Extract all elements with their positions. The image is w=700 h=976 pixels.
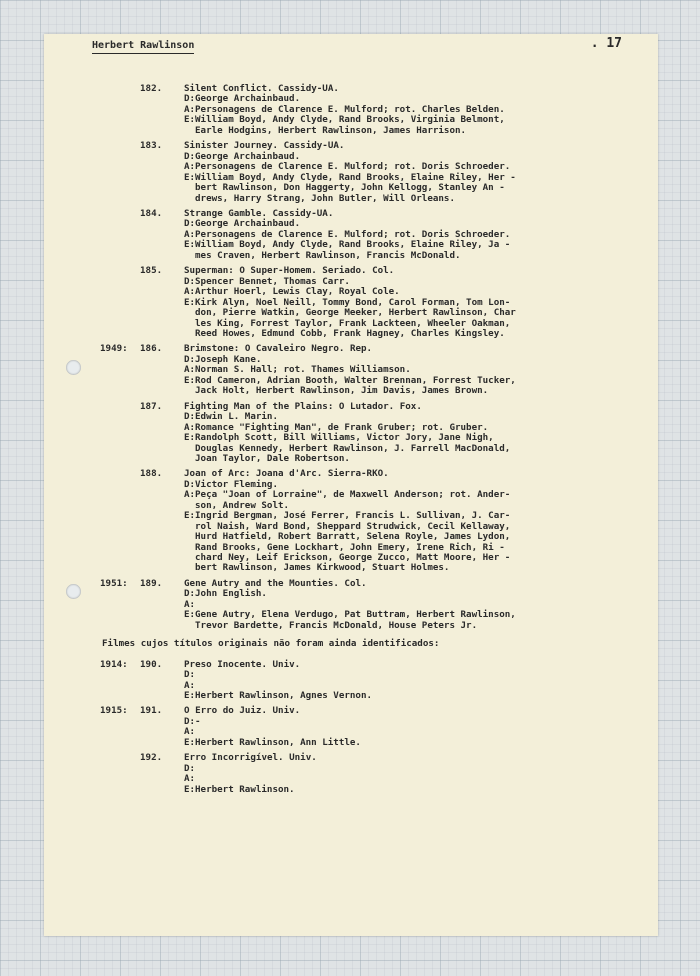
film-entry bbox=[44, 706, 658, 748]
entry-number: 188. bbox=[140, 468, 163, 480]
entry-number: 192. bbox=[140, 752, 163, 764]
credit-label: E: bbox=[184, 374, 196, 386]
credit-text: - bbox=[195, 715, 201, 727]
credit-label: D: bbox=[184, 411, 196, 423]
entry-title: Superman: O Super-Homem. Seriado. Col. bbox=[184, 265, 395, 277]
credit-label: D: bbox=[184, 93, 196, 105]
header-name: Herbert Rawlinson bbox=[92, 40, 194, 54]
credit-line-e bbox=[184, 433, 658, 464]
film-entry bbox=[44, 469, 658, 574]
film-entry bbox=[44, 84, 658, 136]
credit-label: E: bbox=[184, 690, 196, 702]
credit-label: A: bbox=[184, 773, 196, 785]
credit-label: E: bbox=[184, 783, 196, 795]
credit-text: George Archainbaud. bbox=[195, 218, 301, 230]
document-page bbox=[44, 34, 658, 936]
filmography bbox=[44, 84, 658, 800]
entry-number: 190. bbox=[140, 658, 163, 670]
entry-number: 183. bbox=[140, 140, 163, 152]
credit-text: Edwin L. Marin. bbox=[195, 411, 278, 423]
credit-label: E: bbox=[184, 296, 196, 308]
film-entry bbox=[44, 402, 658, 465]
credit-text bbox=[195, 764, 620, 774]
credit-text: Spencer Bennet, Thomas Carr. bbox=[195, 275, 350, 287]
entry-title: Joan of Arc: Joana d'Arc. Sierra-RKO. bbox=[184, 468, 389, 480]
film-entry bbox=[44, 579, 658, 631]
page-number: . 17 bbox=[590, 36, 622, 51]
film-entry bbox=[44, 660, 658, 702]
entry-year: 1949: bbox=[100, 343, 128, 355]
credit-label: D: bbox=[184, 218, 196, 230]
entry-number: 184. bbox=[140, 207, 163, 219]
credit-text: William Boyd, Andy Clyde, Rand Brooks, Elaine Riley, Her - bert Rawlinson, Don Haggerty, John Kellogg, Stanley An - drews, Harry Strang, John Butler, Will Orleans. bbox=[195, 171, 516, 204]
entry-number: 185. bbox=[140, 265, 163, 277]
credit-text: William Boyd, Andy Clyde, Rand Brooks, Virginia Belmont, Earle Hodgins, Herbert Rawlinson, James Harrison. bbox=[195, 114, 505, 136]
credit-text: William Boyd, Andy Clyde, Rand Brooks, Elaine Riley, Ja - mes Craven, Herbert Rawlinson, Francis McDonald. bbox=[195, 239, 511, 261]
credit-text: Arthur Hoerl, Lewis Clay, Royal Cole. bbox=[195, 286, 400, 298]
credit-line-e bbox=[184, 610, 658, 631]
entry-year: 1915: bbox=[100, 705, 128, 717]
entry-year: 1914: bbox=[100, 658, 128, 670]
credit-label: A: bbox=[184, 679, 196, 691]
credit-label: D: bbox=[184, 150, 196, 162]
entry-number: 191. bbox=[140, 705, 163, 717]
credit-label: E: bbox=[184, 239, 196, 251]
film-entry bbox=[44, 344, 658, 396]
entry-title: Erro Incorrigível. Univ. bbox=[184, 752, 317, 764]
credit-label: E: bbox=[184, 114, 196, 126]
credit-text: Herbert Rawlinson, Agnes Vernon. bbox=[195, 690, 373, 702]
credit-label: E: bbox=[184, 510, 196, 522]
credit-line-e bbox=[184, 173, 658, 204]
credit-line-e bbox=[184, 298, 658, 340]
entry-title: Sinister Journey. Cassidy-UA. bbox=[184, 140, 345, 152]
credit-label: D: bbox=[184, 353, 196, 365]
credit-label: D: bbox=[184, 275, 196, 287]
credit-label: A: bbox=[184, 726, 196, 738]
credit-line-e bbox=[184, 785, 658, 795]
film-entry bbox=[44, 209, 658, 261]
credit-label: A: bbox=[184, 364, 196, 376]
credit-label: D: bbox=[184, 669, 196, 681]
film-list bbox=[44, 84, 658, 631]
credit-text: Personagens de Clarence E. Mulford; rot. Charles Belden. bbox=[195, 103, 505, 115]
credit-text: George Archainbaud. bbox=[195, 93, 301, 105]
film-entry bbox=[44, 753, 658, 795]
credit-label: D: bbox=[184, 478, 196, 490]
credit-label: A: bbox=[184, 103, 196, 115]
credit-line-e bbox=[184, 240, 658, 261]
entry-title: Brimstone: O Cavaleiro Negro. Rep. bbox=[184, 343, 373, 355]
credit-line-e bbox=[184, 691, 658, 701]
entry-number: 182. bbox=[140, 83, 163, 94]
credit-text: Kirk Alyn, Noel Neill, Tommy Bond, Carol Forman, Tom Lon- don, Pierre Watkin, George Meeker, Herbert Rawlinson, Char les King, Forrest Taylor, Frank Lackteen, Wheeler Oakman, Reed Howes, Edmund Cobb, Frank Hagney, Charles Kingsley. bbox=[195, 296, 516, 339]
entry-number: 187. bbox=[140, 400, 163, 412]
credit-text: Gene Autry, Elena Verdugo, Pat Buttram, Herbert Rawlinson, Trevor Bardette, Francis McDonald, House Peters Jr. bbox=[195, 609, 516, 631]
credit-text: Peça "Joan of Lorraine", de Maxwell Anderson; rot. Ander- son, Andrew Solt. bbox=[195, 489, 511, 511]
credit-label: E: bbox=[184, 171, 196, 183]
credit-text: Personagens de Clarence E. Mulford; rot. Doris Schroeder. bbox=[195, 161, 511, 173]
credit-text: Joseph Kane. bbox=[195, 353, 262, 365]
credit-label: E: bbox=[184, 736, 196, 748]
unidentified-note: Filmes cujos títulos originais não foram ainda identificados: bbox=[102, 638, 440, 650]
entry-title: Gene Autry and the Mounties. Col. bbox=[184, 577, 367, 589]
credit-label: D: bbox=[184, 715, 196, 727]
credit-label: E: bbox=[184, 609, 196, 621]
credit-label: A: bbox=[184, 286, 196, 298]
entry-title: Silent Conflict. Cassidy-UA. bbox=[184, 83, 339, 94]
credit-label: A: bbox=[184, 161, 196, 173]
credit-text: Randolph Scott, Bill Williams, Victor Jory, Jane Nigh, Douglas Kennedy, Herbert Rawlinson, J. Farrell MacDonald, Joan Taylor, Dale Robertson. bbox=[195, 432, 511, 464]
entry-number: 186. bbox=[140, 343, 163, 355]
credit-line-e bbox=[184, 738, 658, 748]
entry-title: O Erro do Juiz. Univ. bbox=[184, 705, 301, 717]
credit-text: Romance "Fighting Man", de Frank Gruber; rot. Gruber. bbox=[195, 421, 489, 433]
credit-line-e bbox=[184, 115, 658, 136]
film-entry bbox=[44, 141, 658, 204]
credit-text: Rod Cameron, Adrian Booth, Walter Brennan, Forrest Tucker, Jack Holt, Herbert Rawlinson, Jim Davis, James Brown. bbox=[195, 374, 516, 397]
credit-text bbox=[195, 670, 620, 680]
credit-text: John English. bbox=[195, 588, 267, 600]
credit-line-d bbox=[184, 670, 658, 680]
credit-label: A: bbox=[184, 489, 196, 501]
credit-text: Ingrid Bergman, José Ferrer, Francis L. Sullivan, J. Car- rol Naish, Ward Bond, Sheppard Strudwick, Cecil Kellaway, Hurd Hatfield, Robert Barratt, Selena Royle, James Lydon, Rand Brooks, Gene Lockhart, John Emery, Irene Rich, Ri - chard Ney, Leif Erickson, George Zucco, Matt Moore, Her - bert Rawlinson, James Kirkwood, Stuart Holmes. bbox=[195, 510, 511, 574]
entry-title: Preso Inocente. Univ. bbox=[184, 658, 301, 670]
credit-line-e bbox=[184, 511, 658, 574]
entry-year: 1951: bbox=[100, 577, 128, 589]
entry-title: Fighting Man of the Plains: O Lutador. Fox. bbox=[184, 400, 422, 412]
credit-text: Personagens de Clarence E. Mulford; rot. Doris Schroeder. bbox=[195, 228, 511, 240]
credit-text: Norman S. Hall; rot. Thames Williamson. bbox=[195, 364, 411, 376]
credit-label: D: bbox=[184, 762, 196, 774]
credit-label: D: bbox=[184, 588, 196, 600]
entry-title: Strange Gamble. Cassidy-UA. bbox=[184, 207, 334, 219]
credit-label: A: bbox=[184, 421, 196, 433]
credit-label: A: bbox=[184, 228, 196, 240]
credit-text: George Archainbaud. bbox=[195, 150, 301, 162]
entry-number: 189. bbox=[140, 577, 163, 589]
credit-text: Herbert Rawlinson, Ann Little. bbox=[195, 736, 361, 748]
credit-line-d bbox=[184, 589, 658, 599]
credit-text: Herbert Rawlinson. bbox=[195, 783, 295, 795]
credit-text: Victor Fleming. bbox=[195, 478, 278, 490]
credit-label: A: bbox=[184, 598, 196, 610]
credit-label: E: bbox=[184, 432, 196, 444]
credit-line-e bbox=[184, 376, 658, 397]
credit-line-d bbox=[184, 764, 658, 774]
film-entry bbox=[44, 266, 658, 339]
unidentified-film-list bbox=[44, 660, 658, 795]
credit-line-a bbox=[184, 490, 658, 511]
credit-line-d bbox=[184, 717, 658, 727]
